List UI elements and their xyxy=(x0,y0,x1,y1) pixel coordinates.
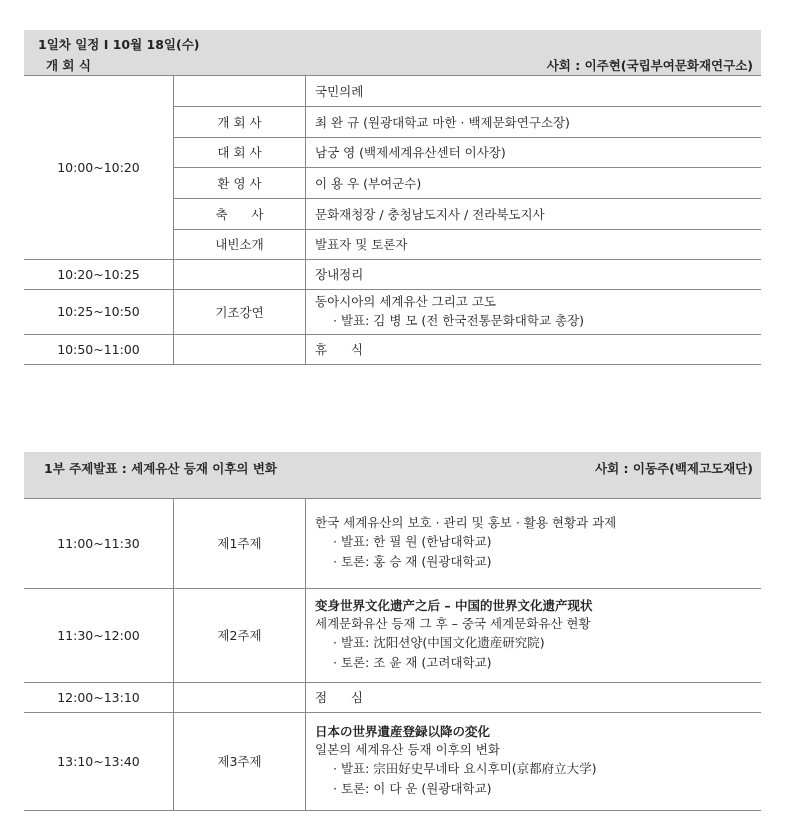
content-cell xyxy=(306,588,762,682)
topic3-presenter: · 발표: 宗田好史무네타 요시후미(京都府立大学) xyxy=(333,761,597,776)
role-cell: 축 사 xyxy=(174,198,306,229)
day1-header xyxy=(24,30,761,75)
time-cell: 10:20~10:25 xyxy=(24,259,174,289)
content-cell: 최 완 규 (원광대학교 마한 · 백제문화연구소장) xyxy=(306,106,762,137)
table-row xyxy=(24,334,761,364)
content-cell xyxy=(306,712,762,810)
day1-title: 1일차 일정 Ι 10월 18일(수) xyxy=(38,37,200,52)
content-cell: 휴 식 xyxy=(306,334,762,364)
table-row xyxy=(24,499,761,588)
content-cell xyxy=(306,499,762,588)
content-cell: 장내정리 xyxy=(306,259,762,289)
topic3-discussant: · 토론: 이 다 운 (원광대학교) xyxy=(333,781,492,796)
role-cell: 제2주제 xyxy=(174,588,306,682)
opening-session-title: 개 회 식 xyxy=(46,58,91,73)
topic2-subtitle: 세계문화유산 등재 그 후 – 중국 세계문화유산 현황 xyxy=(315,616,591,631)
part1-header xyxy=(24,452,761,498)
part1-moderator: 사회 : 이동주(백제고도재단) xyxy=(595,461,753,476)
role-cell: 환 영 사 xyxy=(174,167,306,198)
part1-title: 1부 주제발표 : 세계유산 등재 이후의 변화 xyxy=(44,461,278,476)
topic2-presenter: · 발표: 沈阳션양(中国文化遗産研究院) xyxy=(333,635,545,650)
time-cell: 11:30~12:00 xyxy=(24,588,174,682)
topic1-presenter: · 발표: 한 필 원 (한남대학교) xyxy=(333,534,492,550)
topic3-subtitle: 일본의 세계유산 등재 이후의 변화 xyxy=(315,742,500,757)
role-cell: 기조강연 xyxy=(174,289,306,334)
time-cell: 12:00~13:10 xyxy=(24,682,174,712)
content-cell: 남궁 영 (백제세계유산센터 이사장) xyxy=(306,137,762,167)
day1-moderator: 사회 : 이주현(국립부여문화재연구소) xyxy=(546,58,753,73)
topic2-discussant: · 토론: 조 윤 재 (고려대학교) xyxy=(333,655,492,670)
table-row xyxy=(24,289,761,334)
time-cell: 11:00~11:30 xyxy=(24,499,174,588)
keynote-presenter: · 발표: 김 병 모 (전 한국전통문화대학교 총장) xyxy=(333,312,585,328)
role-cell xyxy=(174,76,306,106)
role-cell xyxy=(174,682,306,712)
content-cell: 문화재청장 / 충청남도지사 / 전라북도지사 xyxy=(306,198,762,229)
role-cell: 제1주제 xyxy=(174,499,306,588)
table-row xyxy=(24,259,761,289)
time-cell: 10:25~10:50 xyxy=(24,289,174,334)
keynote-title: 동아시아의 세계유산 그리고 고도 xyxy=(315,293,496,309)
topic1-title: 한국 세계유산의 보호 · 관리 및 홍보 · 활용 현황과 과제 xyxy=(315,515,617,531)
topic3-title: 日本の世界遺産登録以降の変化 xyxy=(315,724,491,739)
role-cell: 대 회 사 xyxy=(174,137,306,167)
table-row xyxy=(24,712,761,810)
role-cell: 내빈소개 xyxy=(174,229,306,259)
table-row xyxy=(24,682,761,712)
content-cell: 국민의례 xyxy=(306,76,762,106)
content-cell: 점 심 xyxy=(306,682,762,712)
opening-schedule-table xyxy=(24,76,761,365)
table-row xyxy=(24,588,761,682)
role-cell xyxy=(174,259,306,289)
topic2-title: 变身世界文化遗产之后 – 中国的世界文化遗产现状 xyxy=(315,598,593,613)
role-cell: 제3주제 xyxy=(174,712,306,810)
content-cell: 발표자 및 토론자 xyxy=(306,229,762,259)
time-cell: 10:00~10:20 xyxy=(24,76,174,259)
content-cell: 이 용 우 (부여군수) xyxy=(306,167,762,198)
content-cell xyxy=(306,289,762,334)
time-cell: 10:50~11:00 xyxy=(24,334,174,364)
topic1-discussant: · 토론: 홍 승 재 (원광대학교) xyxy=(333,554,492,570)
table-row xyxy=(24,76,761,106)
role-cell xyxy=(174,334,306,364)
role-cell: 개 회 사 xyxy=(174,106,306,137)
part1-schedule-table xyxy=(24,499,761,811)
time-cell: 13:10~13:40 xyxy=(24,712,174,810)
